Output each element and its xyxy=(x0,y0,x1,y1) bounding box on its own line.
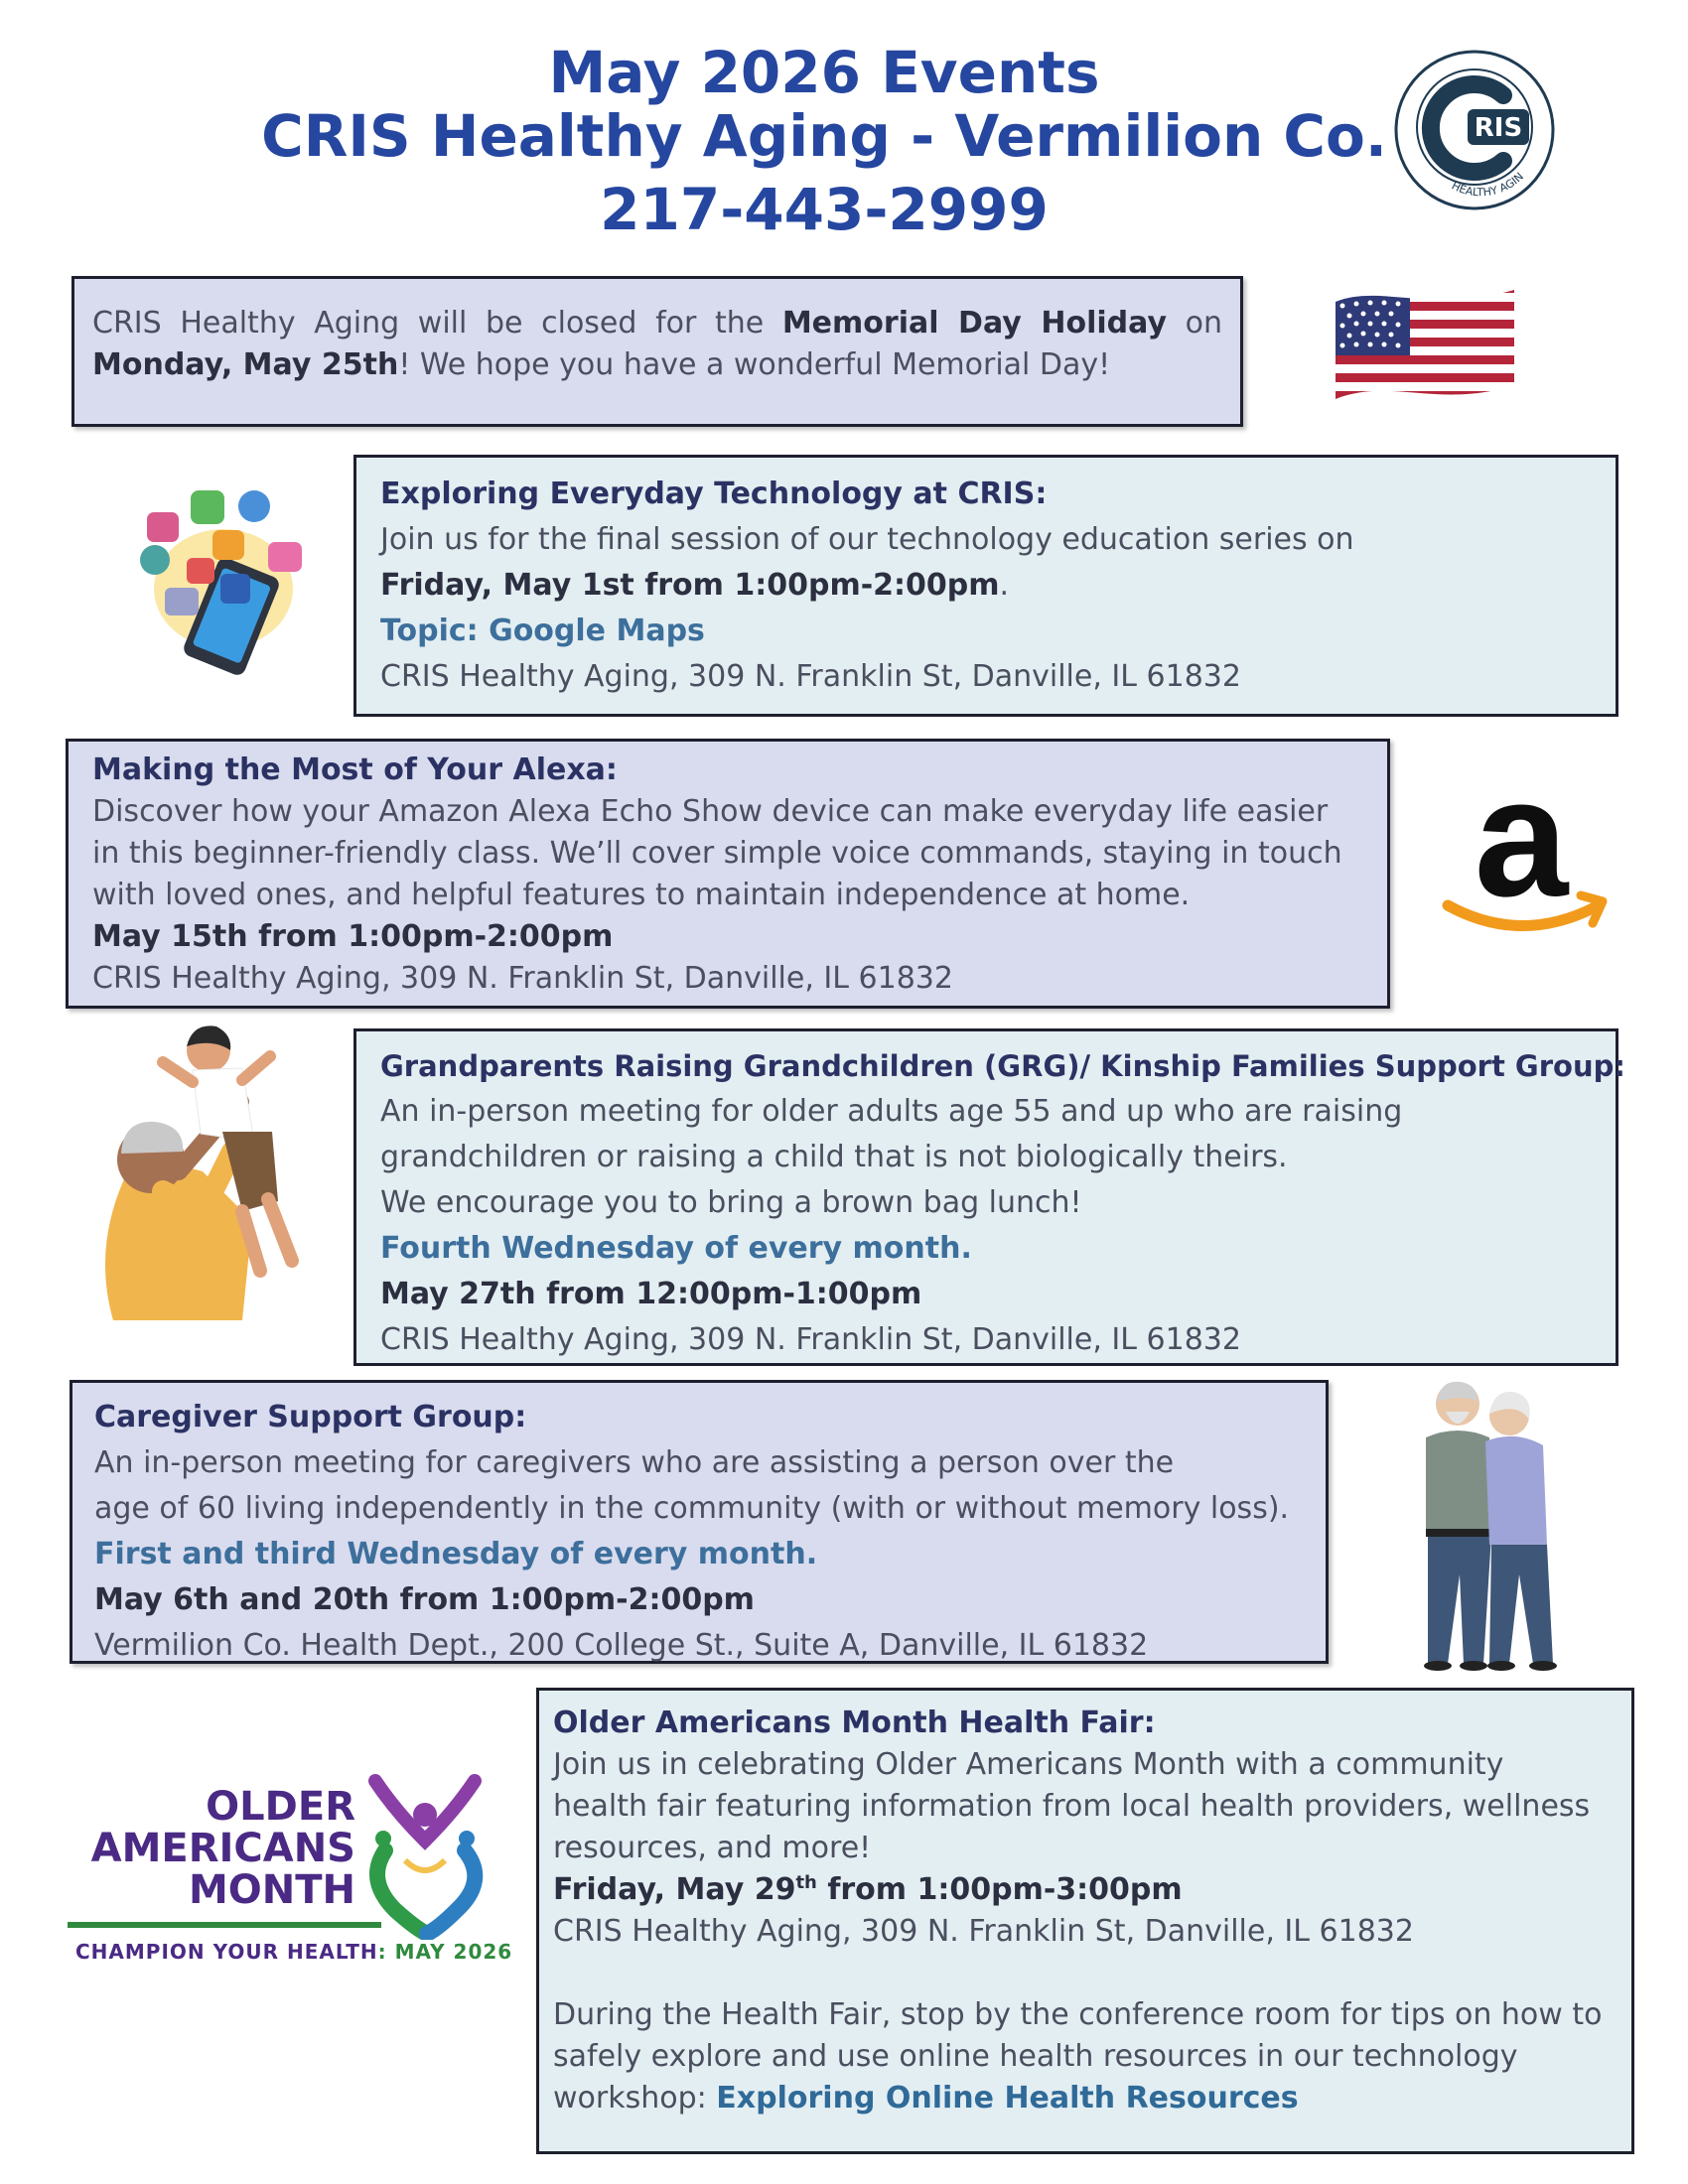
tech-event-address: CRIS Healthy Aging, 309 N. Franklin St, Danville, IL 61832 xyxy=(380,659,1241,694)
american-flag-icon xyxy=(1331,284,1519,407)
cris-logo xyxy=(1392,48,1557,212)
oam-logo-word-3: MONTH xyxy=(188,1867,355,1913)
health-fair-paragraph-line-2: safely explore and use online health resources in our technology xyxy=(553,2039,1518,2074)
tech-event-description: Join us for the final session of our technology education series on xyxy=(380,522,1354,557)
caregiver-event-time: May 6th and 20th from 1:00pm-2:00pm xyxy=(94,1582,755,1617)
alexa-event-address: CRIS Healthy Aging, 309 N. Franklin St, Danville, IL 61832 xyxy=(92,961,953,996)
alexa-event-line-2: in this beginner-friendly class. We’ll cover simple voice commands, staying in touch xyxy=(92,836,1342,871)
health-fair-title: Older Americans Month Health Fair: xyxy=(553,1706,1156,1740)
caregiver-event-address: Vermilion Co. Health Dept., 200 College St., Suite A, Danville, IL 61832 xyxy=(94,1628,1149,1663)
caregiver-event-title: Caregiver Support Group: xyxy=(94,1400,527,1434)
closure-holiday: Memorial Day Holiday xyxy=(781,306,1168,341)
health-fair-spacer xyxy=(553,1953,1618,1994)
health-fair-line-3: resources, and more! xyxy=(553,1831,872,1865)
caregiver-event-line-2: age of 60 living independently in the community (with or without memory loss). xyxy=(94,1491,1290,1526)
health-fair-line-2: health fair featuring information from local health providers, wellness xyxy=(553,1789,1591,1824)
closure-date: Monday, May 25th xyxy=(92,347,399,382)
header-subtitle: CRIS Healthy Aging - Vermilion Co. xyxy=(261,102,1387,170)
caregiver-event-schedule: First and third Wednesday of every month. xyxy=(94,1537,818,1571)
elderly-couple-illustration xyxy=(1398,1376,1577,1674)
alexa-event-time: May 15th from 1:00pm-2:00pm xyxy=(92,919,614,954)
header-phone: 217-443-2999 xyxy=(600,176,1049,243)
cris-logo-letters: RIS xyxy=(1474,113,1523,143)
alexa-event-line-3: with loved ones, and helpful features to maintain independence at home. xyxy=(92,878,1191,912)
grg-event-time: May 27th from 12:00pm-1:00pm xyxy=(380,1277,922,1311)
health-fair-line-1: Join us in celebrating Older Americans Month with a community xyxy=(553,1747,1504,1782)
grg-event-schedule: Fourth Wednesday of every month. xyxy=(380,1231,972,1266)
health-fair-event-box xyxy=(536,1688,1634,2154)
caregiver-event-line-1: An in-person meeting for caregivers who are assisting a person over the xyxy=(94,1445,1175,1480)
grandparent-child-illustration xyxy=(93,1023,308,1320)
health-fair-time: Friday, May 29th from 1:00pm-3:00pm xyxy=(553,1872,1183,1907)
svg-text:a: a xyxy=(1474,778,1569,932)
oam-heart-icon xyxy=(365,1771,494,1940)
tech-event-box xyxy=(353,455,1618,717)
health-fair-paragraph-line-3: workshop: Exploring Online Health Resources xyxy=(553,2081,1299,2116)
health-fair-address: CRIS Healthy Aging, 309 N. Franklin St, Danville, IL 61832 xyxy=(553,1914,1414,1949)
closure-line-2: Monday, May 25th! We hope you have a wonderful Memorial Day! xyxy=(92,347,1111,382)
alexa-event-title: Making the Most of Your Alexa: xyxy=(92,752,618,787)
smartphone-apps-icon xyxy=(129,484,308,683)
grg-event-line-3: We encourage you to bring a brown bag lunch! xyxy=(380,1185,1082,1220)
oam-logo-tagline: CHAMPION YOUR HEALTH: MAY 2026 xyxy=(75,1940,513,1964)
grg-event-box xyxy=(353,1028,1625,1366)
grg-event-title: Grandparents Raising Grandchildren (GRG)/ Kinship Families Support Group: xyxy=(380,1049,1625,1083)
grg-event-line-1: An in-person meeting for older adults age 55 and up who are raising xyxy=(380,1094,1403,1129)
tech-event-title: Exploring Everyday Technology at CRIS: xyxy=(380,477,1048,511)
older-americans-month-logo xyxy=(68,1771,513,1979)
tech-event-topic: Topic: Google Maps xyxy=(380,614,705,648)
health-fair-workshop-name: Exploring Online Health Resources xyxy=(716,2081,1299,2116)
header-title: May 2026 Events xyxy=(548,39,1100,106)
oam-logo-word-1: OLDER xyxy=(206,1784,355,1830)
alexa-event-line-1: Discover how your Amazon Alexa Echo Show device can make everyday life easier xyxy=(92,794,1329,829)
tech-event-time: Friday, May 1st from 1:00pm-2:00pm xyxy=(380,568,1000,603)
tech-event-time-line: Friday, May 1st from 1:00pm-2:00pm. xyxy=(380,568,1010,603)
grg-event-address: CRIS Healthy Aging, 309 N. Franklin St, Danville, IL 61832 xyxy=(380,1322,1241,1357)
alexa-event-box xyxy=(66,739,1390,1009)
closure-notice-box xyxy=(71,276,1243,427)
cris-logo-tagline: HEALTHY AGIN xyxy=(1449,170,1526,200)
oam-logo-word-2: AMERICANS xyxy=(90,1826,355,1871)
grg-event-line-2: grandchildren or raising a child that is not biologically theirs. xyxy=(380,1140,1288,1174)
closure-line-1: CRIS Healthy Aging will be closed for the Memorial Day Holiday on xyxy=(92,306,1223,341)
health-fair-paragraph-line-1: During the Health Fair, stop by the conference room for tips on how to xyxy=(553,1997,1603,2032)
amazon-logo-icon xyxy=(1436,778,1615,945)
caregiver-event-box xyxy=(70,1380,1329,1664)
oam-logo-divider xyxy=(68,1922,381,1928)
